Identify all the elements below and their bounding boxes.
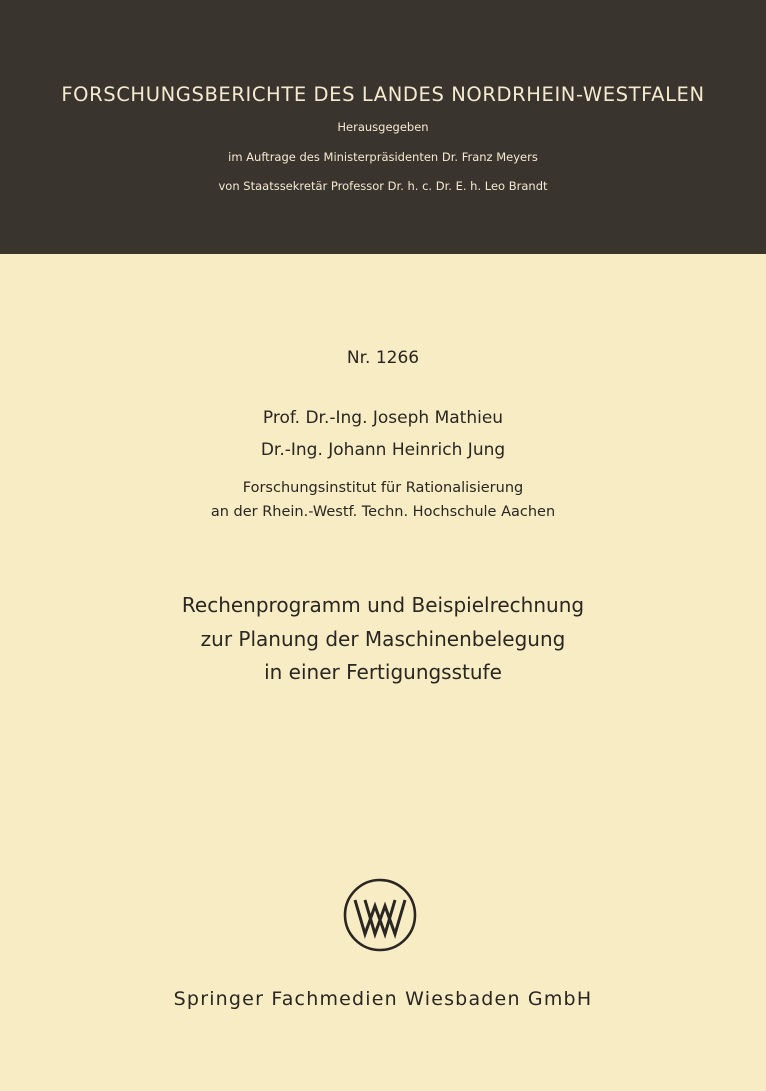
series-title: FORSCHUNGSBERICHTE DES LANDES NORDRHEIN-WESTFALEN [61,83,705,106]
institute-line-1: Forschungsinstitut für Rationalisierung [242,480,524,496]
report-number: Nr. 1266 [346,348,420,368]
publisher-name: Springer Fachmedien Wiesbaden GmbH [173,988,593,1010]
author-2: Dr.-Ing. Johann Heinrich Jung [260,440,506,460]
author-1: Prof. Dr.-Ing. Joseph Mathieu [262,408,504,428]
institute-line-2: an der Rhein.-Westf. Techn. Hochschule Aachen [210,504,556,520]
series-header-band [0,0,766,254]
editor-line-2: im Auftrage des Ministerpräsidenten Dr. Franz Meyers [228,150,538,164]
book-title-line-1: Rechenprogramm und Beispielrechnung [181,593,585,617]
publisher-monogram-icon [341,876,419,954]
editor-line-1: Herausgegeben [337,120,429,134]
editor-line-3: von Staatssekretär Professor Dr. h. c. Dr. E. h. Leo Brandt [218,179,548,193]
book-title-line-3: in einer Fertigungsstufe [264,660,502,684]
book-title-line-2: zur Planung der Maschinenbelegung [200,627,566,651]
